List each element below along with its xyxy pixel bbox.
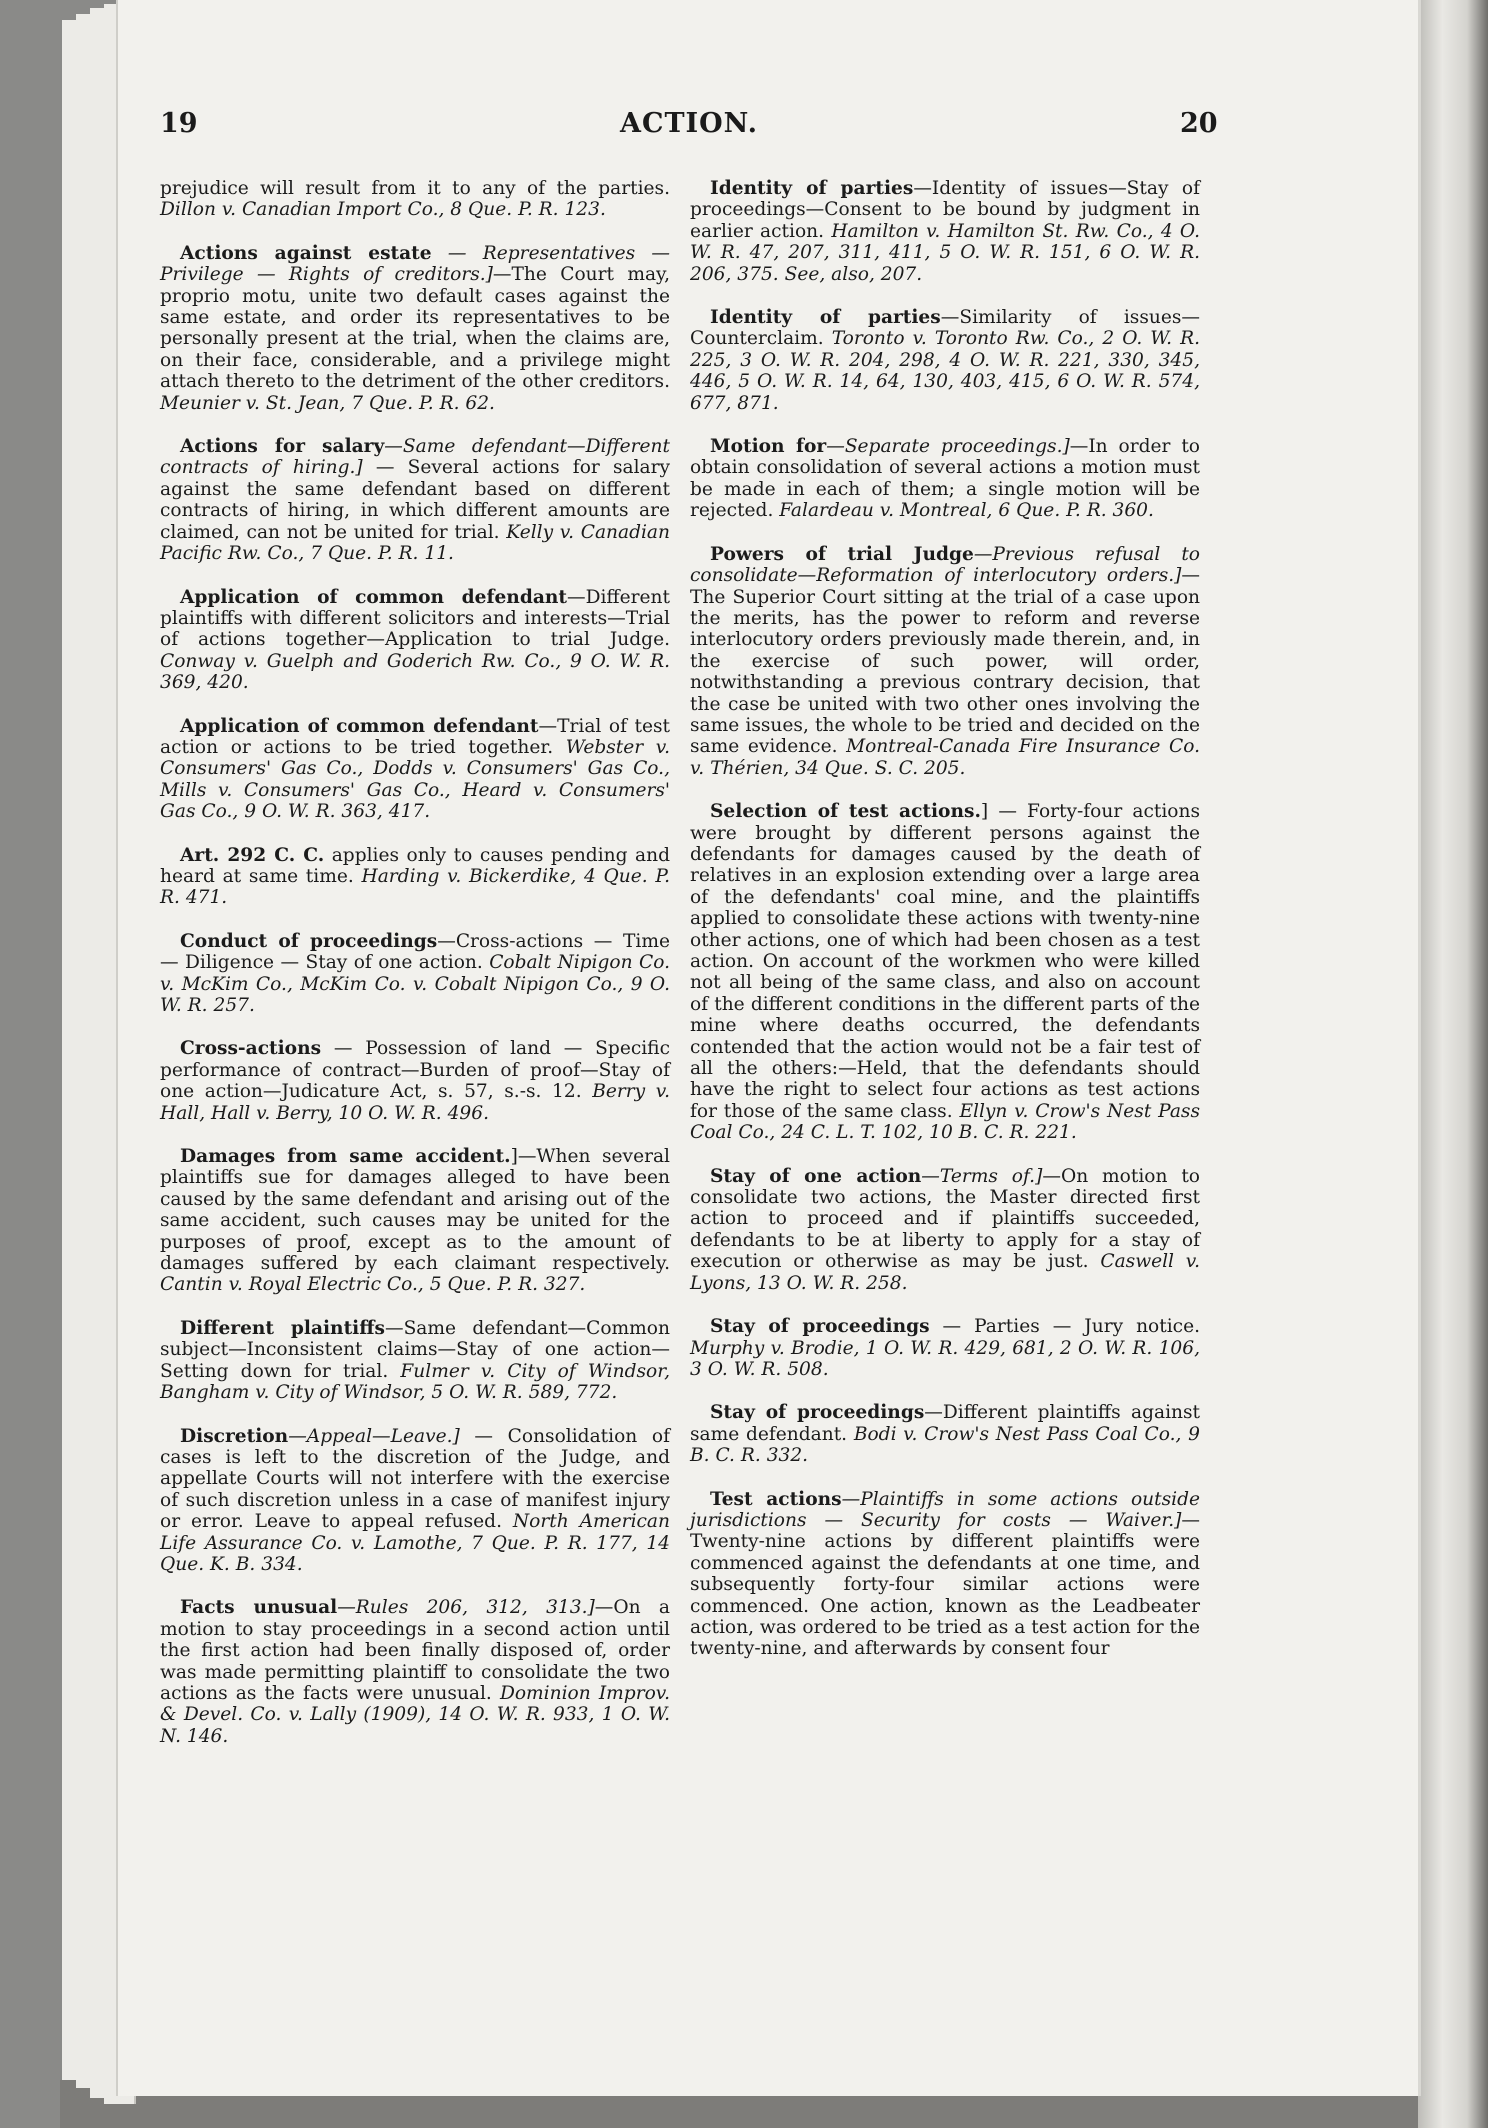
entry-citation: Kelly v. Canadian Pacific Rw. Co., 7 Que. P. R. 11.: [160, 521, 670, 565]
entry-text: —Same defendant—Common subject—Inconsistent claims—Stay of one action—Setting down for trial.: [160, 1317, 670, 1382]
digest-entry: [160, 845, 670, 909]
entry-text: —On motion to consolidate two actions, the Master directed first action to proceed and if plaintiffs succeeded, defendants to be at liberty to apply for a stay of execution or otherwise as may be just.: [690, 1165, 1201, 1273]
digest-entry: [690, 1166, 1200, 1294]
entry-subhead: —Separate proceedings.]: [826, 436, 1070, 458]
entry-citation: Cobalt Nipigon Co. v. McKim Co., McKim Co. v. Cobalt Nipigon Co., 9 O. W. R. 257.: [160, 952, 670, 1016]
entry-text: applies only to causes pending and heard at same time.: [160, 844, 670, 887]
entry-text: — Consolidation of cases is left to the discretion of the Judge, and appellate Courts will not interfere with the exercise of such discretion unless in a case of manifest injury or error. Leave to appeal refused.: [160, 1425, 670, 1533]
digest-entry: [160, 587, 670, 694]
entry-heading: Motion for: [710, 436, 827, 458]
entry-citation: Dominion Improv. & Devel. Co. v. Lally (1909), 14 O. W. R. 933, 1 O. W. N. 146.: [160, 1682, 670, 1747]
entry-subhead: —Terms of.]: [921, 1165, 1043, 1187]
entry-heading: Actions for salary: [180, 436, 385, 458]
entry-citation: Dillon v. Canadian Import Co., 8 Que. P. R. 123.: [160, 199, 606, 221]
right-column: [690, 178, 1200, 1682]
entry-text: —Twenty-nine actions by different plaintiffs were commenced against the defendants at one time, and subsequently forty-four similar actions were commenced. One action, known as the Leadbeater action, was ordered to be tried as a test action for the twenty-nine, and afterwards by consent four: [690, 1509, 1200, 1660]
entry-subhead: —Appeal—Leave.]: [288, 1425, 460, 1447]
entry-heading: Facts unusual: [180, 1597, 338, 1619]
entry-heading: Identity of parties: [710, 178, 914, 199]
entry-text: —Different plaintiffs with different solicitors and interests—Trial of actions together—Application to trial Judge.: [160, 586, 670, 651]
entry-heading: Application of common defendant: [180, 586, 567, 608]
entry-text: —Similarity of issues—Counterclaim.: [690, 307, 1200, 350]
entry-text: ] — Forty-four actions were brought by different persons against the defendants for damages caused by the death of relatives in an explosion extending over a large area of the defendants' coal mine, and the plaintiffs applied to consolidate these actions with twenty-nine other actions, one of which had been chosen as a test action. On account of the workmen who were killed not all being of the same class, and also on account of the different conditions in the different parts of the mine where deaths occurred, the defendants contended that the action would not be a fair test of all the others:—Held, that the defendants should have the right to select four actions as test actions for those of the same class.: [690, 801, 1200, 1122]
running-title: ACTION.: [620, 108, 759, 139]
entry-citation: Hamilton v. Hamilton St. Rw. Co., 4 O. W. R. 47, 207, 311, 411, 5 O. W. R. 151, 6 O. W. R. 206, 375. See, also, 207.: [690, 220, 1200, 285]
left-column: [160, 178, 670, 1769]
entry-subhead: —Previous refusal to consolidate—Reformation of interlocutory orders.]: [690, 543, 1200, 587]
entry-heading: Stay of one action: [710, 1165, 922, 1187]
entry-text: ]—When several plaintiffs sue for damages alleged to have been caused by the same defendant and arising out of the same accident, such causes may be united for the purposes of proof, except as to the amount of damages suffered by each claimant respectively.: [160, 1146, 670, 1275]
entry-citation: Berry v. Hall, Hall v. Berry, 10 O. W. R. 496.: [160, 1081, 670, 1124]
digest-entry: [160, 436, 670, 564]
digest-entry: [690, 178, 1200, 285]
entry-text: —In order to obtain consolidation of several actions a motion must be made in each of them; a single motion will be rejected.: [690, 436, 1200, 522]
entry-citation: North American Life Assurance Co. v. Lamothe, 7 Que. P. R. 177, 14 Que. K. B. 334.: [160, 1511, 670, 1575]
entry-citation: Conway v. Guelph and Goderich Rw. Co., 9 O. W. R. 369, 420.: [160, 650, 670, 694]
entry-citation: Harding v. Bickerdike, 4 Que. P. R. 471.: [160, 865, 670, 909]
entry-subhead: —Plaintiffs in some actions outside jurisdictions — Security for costs — Waiver.]: [690, 1488, 1200, 1531]
digest-entry: [690, 544, 1200, 779]
entry-heading: Cross-actions: [180, 1038, 322, 1060]
entry-heading: Stay of proceedings: [710, 1316, 930, 1338]
entry-heading: Test actions: [710, 1488, 842, 1510]
digest-entry: [160, 1038, 670, 1124]
entry-subhead: — Representatives — Privilege — Rights of creditors.]: [160, 242, 671, 286]
entry-text: —The Court may, proprio motu, unite two default cases against the same estate, and order its representatives to be personally present at the trial, when the claims are, on their face, considerable, and a privilege might attach thereto to the detriment of the other creditors.: [160, 264, 670, 393]
book-spine: [1418, 0, 1488, 2128]
entry-citation: Falardeau v. Montreal, 6 Que. P. R. 360.: [773, 500, 1154, 522]
entry-text: — Parties — Jury notice.: [929, 1316, 1200, 1338]
digest-entry: [160, 1318, 670, 1404]
entry-heading: Art. 292 C. C.: [180, 844, 325, 866]
entry-text: — Possession of land — Specific performance of contract—Burden of proof—Stay of one action—Judicature Act, s. 57, s.-s. 12.: [160, 1038, 670, 1103]
digest-entry: [690, 801, 1200, 1144]
entry-heading: Discretion: [180, 1425, 289, 1447]
entry-citation: Caswell v. Lyons, 13 O. W. R. 258.: [690, 1251, 1200, 1294]
digest-entry: [690, 307, 1200, 414]
digest-entry: [160, 1426, 670, 1576]
entry-citation: Montreal-Canada Fire Insurance Co. v. Thérien, 34 Que. S. C. 205.: [690, 736, 1200, 779]
entry-heading: Conduct of proceedings: [180, 930, 438, 952]
digest-entry: [160, 931, 670, 1017]
entry-heading: Selection of test actions.: [710, 801, 981, 823]
digest-entry: [690, 1402, 1200, 1466]
entry-text: —Trial of test action or actions to be tried together.: [160, 715, 671, 758]
entry-text: —Different plaintiffs against same defendant.: [690, 1402, 1200, 1445]
digest-entry: [690, 436, 1200, 522]
digest-entry: [690, 1489, 1200, 1660]
entry-subhead: —Rules 206, 312, 313.]: [337, 1597, 595, 1619]
right-page-number: 20: [1180, 108, 1218, 139]
digest-entry: [160, 243, 670, 414]
digest-entry: [160, 1146, 670, 1296]
entry-citation: Webster v. Consumers' Gas Co., Dodds v. Consumers' Gas Co., Mills v. Consumers' Gas Co., Heard v. Consumers' Gas Co., 9 O. W. R. 363, 417.: [160, 736, 671, 823]
entry-text: prejudice will result from it to any of the parties.: [160, 178, 670, 199]
entry-text: —The Superior Court sitting at the trial of a case upon the merits, has the power to reform and reverse interlocutory orders previously made therein, and, in the exercise of such power, will order, notwithstanding a previous contrary decision, that the case be united with two other ones involving the same issues, the whole to be tried and decided on the same evidence.: [690, 565, 1200, 758]
entry-text: —On a motion to stay proceedings in a second action until the first action had been finally disposed of, order was made permitting plaintiff to consolidate the two actions as the facts were unusual.: [160, 1597, 670, 1704]
entry-citation: Fulmer v. City of Windsor, Bangham v. City of Windsor, 5 O. W. R. 589, 772.: [160, 1360, 670, 1404]
entry-citation: Cantin v. Royal Electric Co., 5 Que. P. R. 327.: [160, 1274, 586, 1296]
entry-citation: Toronto v. Toronto Rw. Co., 2 O. W. R. 225, 3 O. W. R. 204, 298, 4 O. W. R. 221, 330, 345, 446, 5 O. W. R. 14, 64, 130, 403, 415, 6 O. W. R. 574, 677, 871.: [690, 328, 1200, 414]
digest-entry: [160, 178, 670, 221]
entry-text: — Several actions for salary against the same defendant based on different contracts of hiring, in which different amounts are claimed, can not be united for trial.: [160, 457, 671, 543]
entry-heading: Powers of trial Judge: [710, 543, 974, 565]
entry-subhead: —Same defendant—Different contracts of hiring.]: [160, 436, 670, 479]
digest-entry: [160, 716, 670, 823]
entry-heading: Different plaintiffs: [180, 1317, 385, 1339]
entry-citation: Ellyn v. Crow's Nest Pass Coal Co., 24 C. L. T. 102, 10 B. C. R. 221.: [690, 1100, 1200, 1144]
entry-heading: Application of common defendant: [180, 715, 539, 737]
entry-heading: Actions against estate: [180, 242, 432, 264]
digest-entry: [690, 1316, 1200, 1380]
entry-citation: Bodi v. Crow's Nest Pass Coal Co., 9 B. C. R. 332.: [690, 1423, 1200, 1467]
digest-entry: [160, 1597, 670, 1747]
entry-heading: Identity of parties: [710, 307, 941, 329]
entry-heading: Damages from same accident.: [180, 1146, 511, 1168]
left-page-number: 19: [160, 108, 198, 139]
entry-text: —Identity of issues—Stay of proceedings—Consent to be bound by judgment in earlier action.: [690, 178, 1200, 242]
entry-text: —Cross-actions — Time — Diligence — Stay of one action.: [160, 930, 670, 974]
entry-heading: Stay of proceedings: [710, 1402, 925, 1424]
entry-citation: Meunier v. St. Jean, 7 Que. P. R. 62.: [160, 392, 495, 414]
entry-citation: Murphy v. Brodie, 1 O. W. R. 429, 681, 2 O. W. R. 106, 3 O. W. R. 508.: [690, 1337, 1200, 1380]
